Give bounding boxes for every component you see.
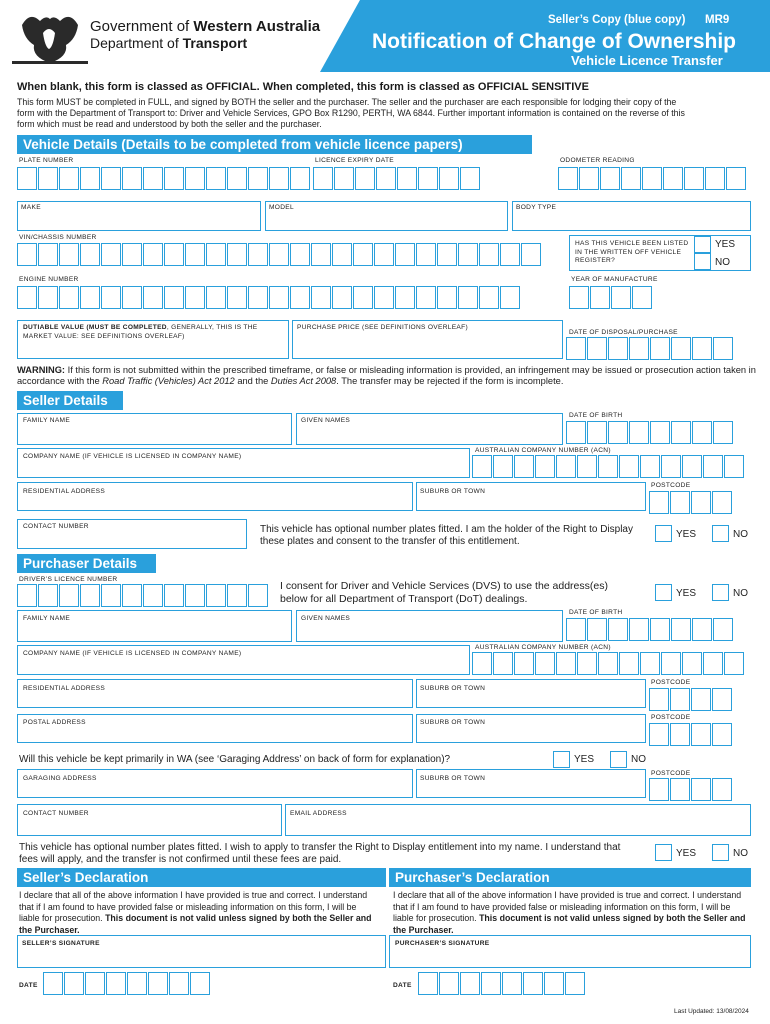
purchaser-address-field[interactable] [17,679,413,708]
purchaser-date-cells[interactable] [418,972,586,995]
form-number: MR9 [705,14,730,26]
purchaser-suburb-label: SUBURB OR TOWN [420,685,486,692]
purchaser-details-heading: Purchaser Details [17,554,156,573]
seller-address-field[interactable] [17,482,413,511]
purchaser-dob-cells[interactable] [566,618,734,641]
garaging-yes-checkbox[interactable] [553,751,570,768]
seller-plates-yes-label: YES [676,529,697,540]
garaging-suburb-field[interactable] [416,769,646,798]
seller-dob-cells[interactable] [566,421,734,444]
seller-suburb-label: SUBURB OR TOWN [420,488,486,495]
seller-details-heading: Seller Details [17,391,123,410]
odometer-label: ODOMETER READING [560,157,635,164]
write-off-no-checkbox[interactable] [694,253,711,270]
garaging-no-checkbox[interactable] [610,751,627,768]
vin-label: VIN/CHASSIS NUMBER [19,234,97,241]
write-off-no-label: NO [715,257,730,268]
body-type-label: BODY TYPE [516,204,557,211]
postal-postcode-cells[interactable] [649,723,733,746]
vehicle-details-heading: Vehicle Details (Details to be completed from vehicle licence papers) [17,135,532,154]
seller-family-name-label: FAMILY NAME [23,417,71,424]
seller-plates-no-checkbox[interactable] [712,525,729,542]
disposal-date-label: DATE OF DISPOSAL/PURCHASE [569,329,678,336]
form-subtitle: Vehicle Licence Transfer [571,53,723,68]
purchaser-plates-text: This vehicle has optional number plates fitted. I wish to apply to transfer the Right to Display entitlement into my name. I understand that fees will apply, and the transfer is not confirmed until these fees are paid. [19,842,621,865]
seller-company-name-label: COMPANY NAME (IF VEHICLE IS LICENSED IN COMPANY NAME) [23,453,242,460]
purchaser-signature-label: PURCHASER’S SIGNATURE [395,940,490,947]
engine-number-cells[interactable] [17,286,521,309]
seller-postcode-label: POSTCODE [651,482,691,489]
seller-address-label: RESIDENTIAL ADDRESS [23,488,106,495]
last-updated: Last Updated: 13/08/2024 [674,1008,749,1015]
plate-number-label: PLATE NUMBER [19,157,74,164]
consent-no-checkbox[interactable] [712,584,729,601]
purchaser-contact-label: CONTACT NUMBER [23,810,89,817]
government-name: Government of Western Australia [90,18,321,35]
purchaser-plates-no-label: NO [733,848,748,859]
garaging-address-label: GARAGING ADDRESS [23,775,97,782]
postal-suburb-label: SUBURB OR TOWN [420,719,486,726]
licence-expiry-cells[interactable] [313,167,481,190]
garaging-address-field[interactable] [17,769,413,798]
garaging-question: Will this vehicle be kept primarily in WA (see ‘Garaging Address’ on back of form for explanation)? [19,754,451,765]
dutiable-value-label: DUTIABLE VALUE (MUST BE COMPLETED, GENERALLY, THIS IS THE MARKET VALUE: SEE DEFINITIONS OVERLEAF) [23,324,258,340]
consent-no-label: NO [733,588,748,599]
garaging-yes-label: YES [574,754,595,765]
consent-yes-label: YES [676,588,697,599]
seller-given-names-label: GIVEN NAMES [301,417,351,424]
garaging-postcode-label: POSTCODE [651,770,691,777]
licence-number-label: DRIVER’S LICENCE NUMBER [19,576,118,583]
year-cells[interactable] [569,286,653,309]
purchaser-postcode-label: POSTCODE [651,679,691,686]
engine-number-label: ENGINE NUMBER [19,276,79,283]
warning-text: WARNING: If this form is not submitted within the prescribed timeframe, or false or misleading information is provided, an infringement may be issued or prosecution action taken in accordance with the Road Traffic (Vehicles) Act 2012 and the Duties Act 2008. The transfer may be rejected if the form is incomplete. [17,365,756,386]
copy-label: Seller’s Copy (blue copy) [548,14,686,26]
seller-declaration-heading: Seller’s Declaration [17,868,386,887]
licence-number-cells[interactable] [17,584,269,607]
seller-postcode-cells[interactable] [649,491,733,514]
model-field[interactable] [265,201,508,231]
purchaser-postcode-cells[interactable] [649,688,733,711]
purchaser-declaration-heading: Purchaser’s Declaration [389,868,751,887]
purchaser-acn-label: AUSTRALIAN COMPANY NUMBER (ACN) [475,644,611,651]
seller-signature-label: SELLER’S SIGNATURE [22,940,100,947]
year-label: YEAR OF MANUFACTURE [571,276,658,283]
purchaser-date-label: DATE [393,982,412,989]
make-label: MAKE [21,204,41,211]
seller-plates-no-label: NO [733,529,748,540]
make-field[interactable] [17,201,261,231]
purchaser-address-label: RESIDENTIAL ADDRESS [23,685,106,692]
department-name: Department of Transport [90,35,248,51]
purchaser-suburb-field[interactable] [416,679,646,708]
purchaser-family-name-label: FAMILY NAME [23,615,71,622]
seller-acn-label: AUSTRALIAN COMPANY NUMBER (ACN) [475,447,611,454]
garaging-no-label: NO [631,754,646,765]
seller-declaration-text: I declare that all of the above information I have provided is true and correct. I understand that if I am found to have provided false or misleading information on this form, I will be liable for prosecution. This document is not valid unless signed by both the Seller and the Purchaser. [19,890,372,935]
purchaser-contact-field[interactable] [17,804,282,836]
garaging-postcode-cells[interactable] [649,778,733,801]
form-title: Notification of Change of Ownership [372,30,736,53]
write-off-question: HAS THIS VEHICLE BEEN LISTED IN THE WRITTEN OFF VEHICLE REGISTER? [575,240,689,264]
purchaser-company-name-label: COMPANY NAME (IF VEHICLE IS LICENSED IN COMPANY NAME) [23,650,242,657]
postal-address-label: POSTAL ADDRESS [23,719,86,726]
seller-date-label: DATE [19,982,38,989]
seller-date-cells[interactable] [43,972,211,995]
vin-cells[interactable] [17,243,542,266]
seller-contact-label: CONTACT NUMBER [23,523,89,530]
purchaser-plates-no-checkbox[interactable] [712,844,729,861]
wa-crest-logo [10,9,90,67]
intro-text: This form MUST be completed in FULL, and signed by BOTH the seller and the purchaser. The seller and the purchaser are each responsible for lodging their copy of the form with the Department of Transport to: Driver and Vehicle Services, GPO Box R1290, PERTH, WA 6844. Further important information is contained on the reverse of this form which must be read and understood by both the seller and the purchaser. [17,97,685,129]
purchaser-given-names-label: GIVEN NAMES [301,615,351,622]
purchaser-acn-cells[interactable] [472,652,745,675]
seller-plates-yes-checkbox[interactable] [655,525,672,542]
seller-acn-cells[interactable] [472,455,745,478]
write-off-yes-checkbox[interactable] [694,236,711,253]
write-off-yes-label: YES [715,239,736,250]
email-label: EMAIL ADDRESS [290,810,347,817]
plate-number-cells[interactable] [17,167,311,190]
postal-postcode-label: POSTCODE [651,714,691,721]
email-field[interactable] [285,804,751,836]
purchaser-plates-yes-checkbox[interactable] [655,844,672,861]
seller-dob-label: DATE OF BIRTH [569,412,623,419]
address-consent-text: I consent for Driver and Vehicle Services (DVS) to use the address(es) below for all Department of Transport (DoT) dealings. [280,580,608,605]
classification-notice: When blank, this form is classed as OFFICIAL. When completed, this form is classed as OFFICIAL SENSITIVE [17,81,589,93]
purchaser-declaration-text: I declare that all of the above information I have provided is true and correct. I understand that if I am found to have provided false or misleading information on this form, I will be liable for prosecution. This document is not valid unless signed by both the Seller and the Purchaser. [393,890,746,935]
odometer-cells[interactable] [558,167,747,190]
disposal-date-cells[interactable] [566,337,734,360]
purchase-price-label: PURCHASE PRICE (SEE DEFINITIONS OVERLEAF) [297,324,468,331]
purchaser-plates-yes-label: YES [676,848,697,859]
seller-suburb-field[interactable] [416,482,646,511]
licence-expiry-label: LICENCE EXPIRY DATE [315,157,394,164]
garaging-suburb-label: SUBURB OR TOWN [420,775,486,782]
seller-plates-text: This vehicle has optional number plates fitted. I am the holder of the Right to Display these plates and consent to the transfer of this entitlement. [260,524,633,547]
purchaser-dob-label: DATE OF BIRTH [569,609,623,616]
model-label: MODEL [269,204,294,211]
consent-yes-checkbox[interactable] [655,584,672,601]
